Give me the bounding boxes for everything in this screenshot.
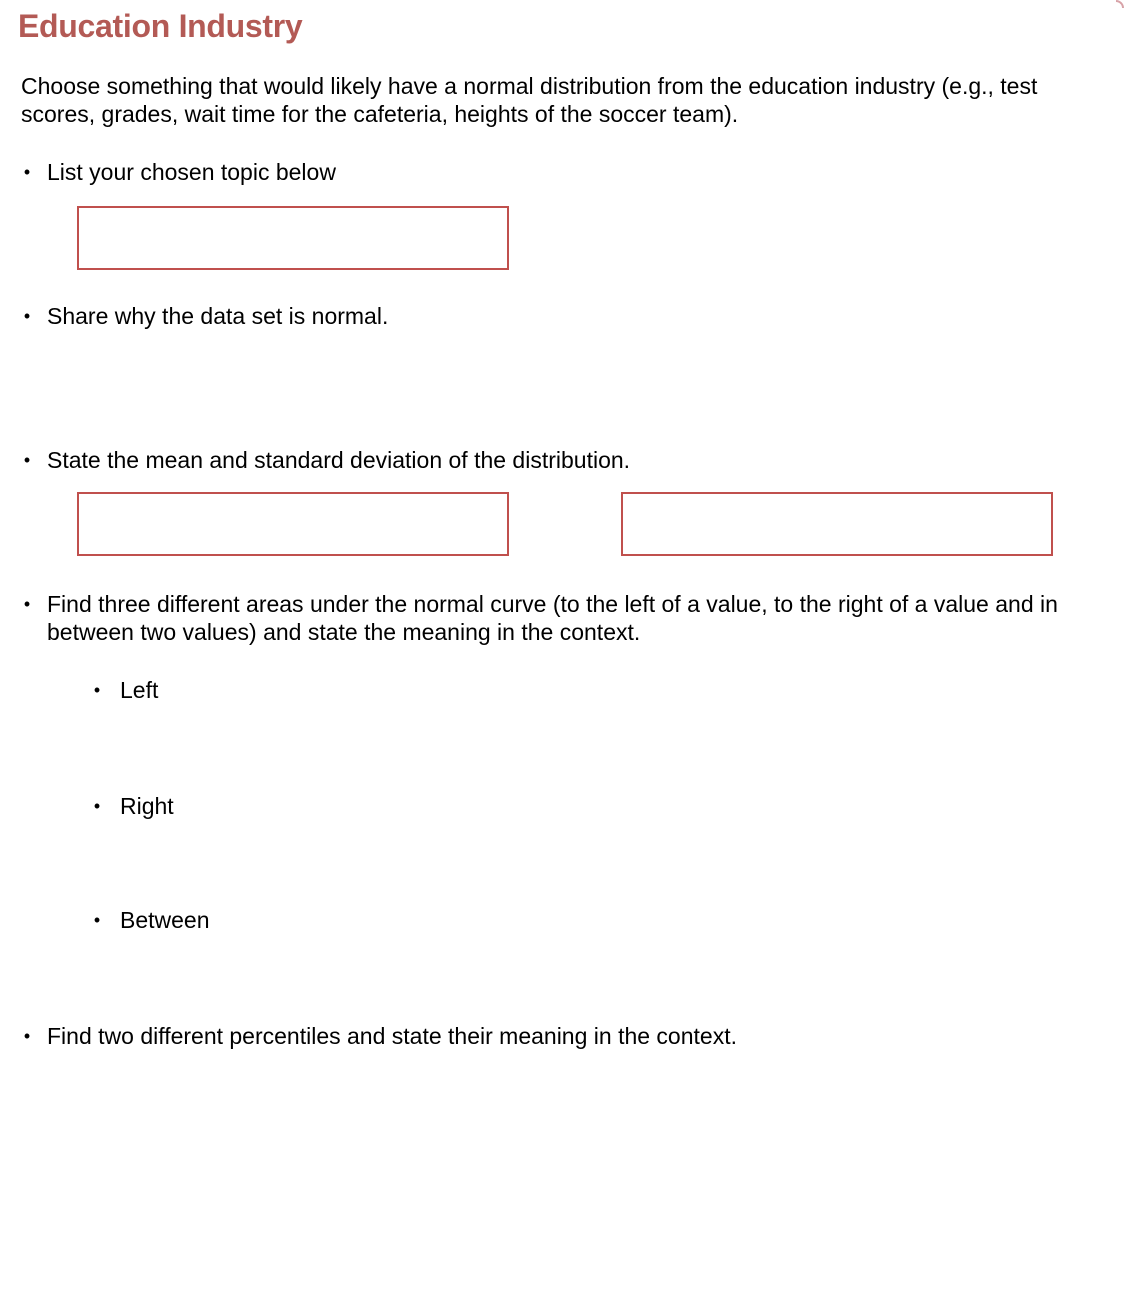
page-title: Education Industry [18, 8, 303, 44]
bullet-percentiles-label: Find two different percentiles and state their meaning in the context. [47, 1023, 737, 1049]
bullet-normal-reason-label: Share why the data set is normal. [47, 303, 389, 329]
bullet-dot: • [93, 910, 101, 930]
mean-answer-box[interactable] [77, 492, 509, 556]
bullet-dot: • [23, 162, 31, 182]
bullet-topic [20, 158, 1110, 188]
bullet-mean-sd [20, 446, 1110, 476]
bullet-normal-reason [20, 302, 1110, 332]
sub-bullet-right-label: Right [120, 793, 174, 819]
bullet-percentiles [20, 1022, 1110, 1052]
bullet-mean-sd-label: State the mean and standard deviation of the distribution. [47, 447, 631, 473]
bullet-dot: • [23, 450, 31, 470]
sub-bullet-right [90, 792, 490, 822]
bullet-dot: • [23, 594, 31, 614]
sub-bullet-left-label: Left [120, 677, 159, 703]
sub-bullet-between-label: Between [120, 907, 210, 933]
standard-deviation-answer-box[interactable] [621, 492, 1053, 556]
bullet-areas [20, 590, 1110, 650]
corner-mark [1116, 0, 1124, 8]
intro-paragraph: Choose something that would likely have a normal distribution from the education industry (e.g., test scores, grades, wait time for the cafeteria, heights of the soccer team). [21, 73, 1038, 127]
bullet-dot: • [23, 306, 31, 326]
topic-answer-box[interactable] [77, 206, 509, 270]
bullet-topic-label: List your chosen topic below [47, 159, 336, 185]
sub-bullet-left [90, 676, 490, 706]
bullet-dot: • [93, 796, 101, 816]
bullet-dot: • [93, 680, 101, 700]
sub-bullet-between [90, 906, 490, 936]
bullet-areas-label: Find three different areas under the normal curve (to the left of a value, to the right of a value and in between two values) and state the meaning in the context. [47, 591, 1058, 645]
bullet-dot: • [23, 1026, 31, 1046]
